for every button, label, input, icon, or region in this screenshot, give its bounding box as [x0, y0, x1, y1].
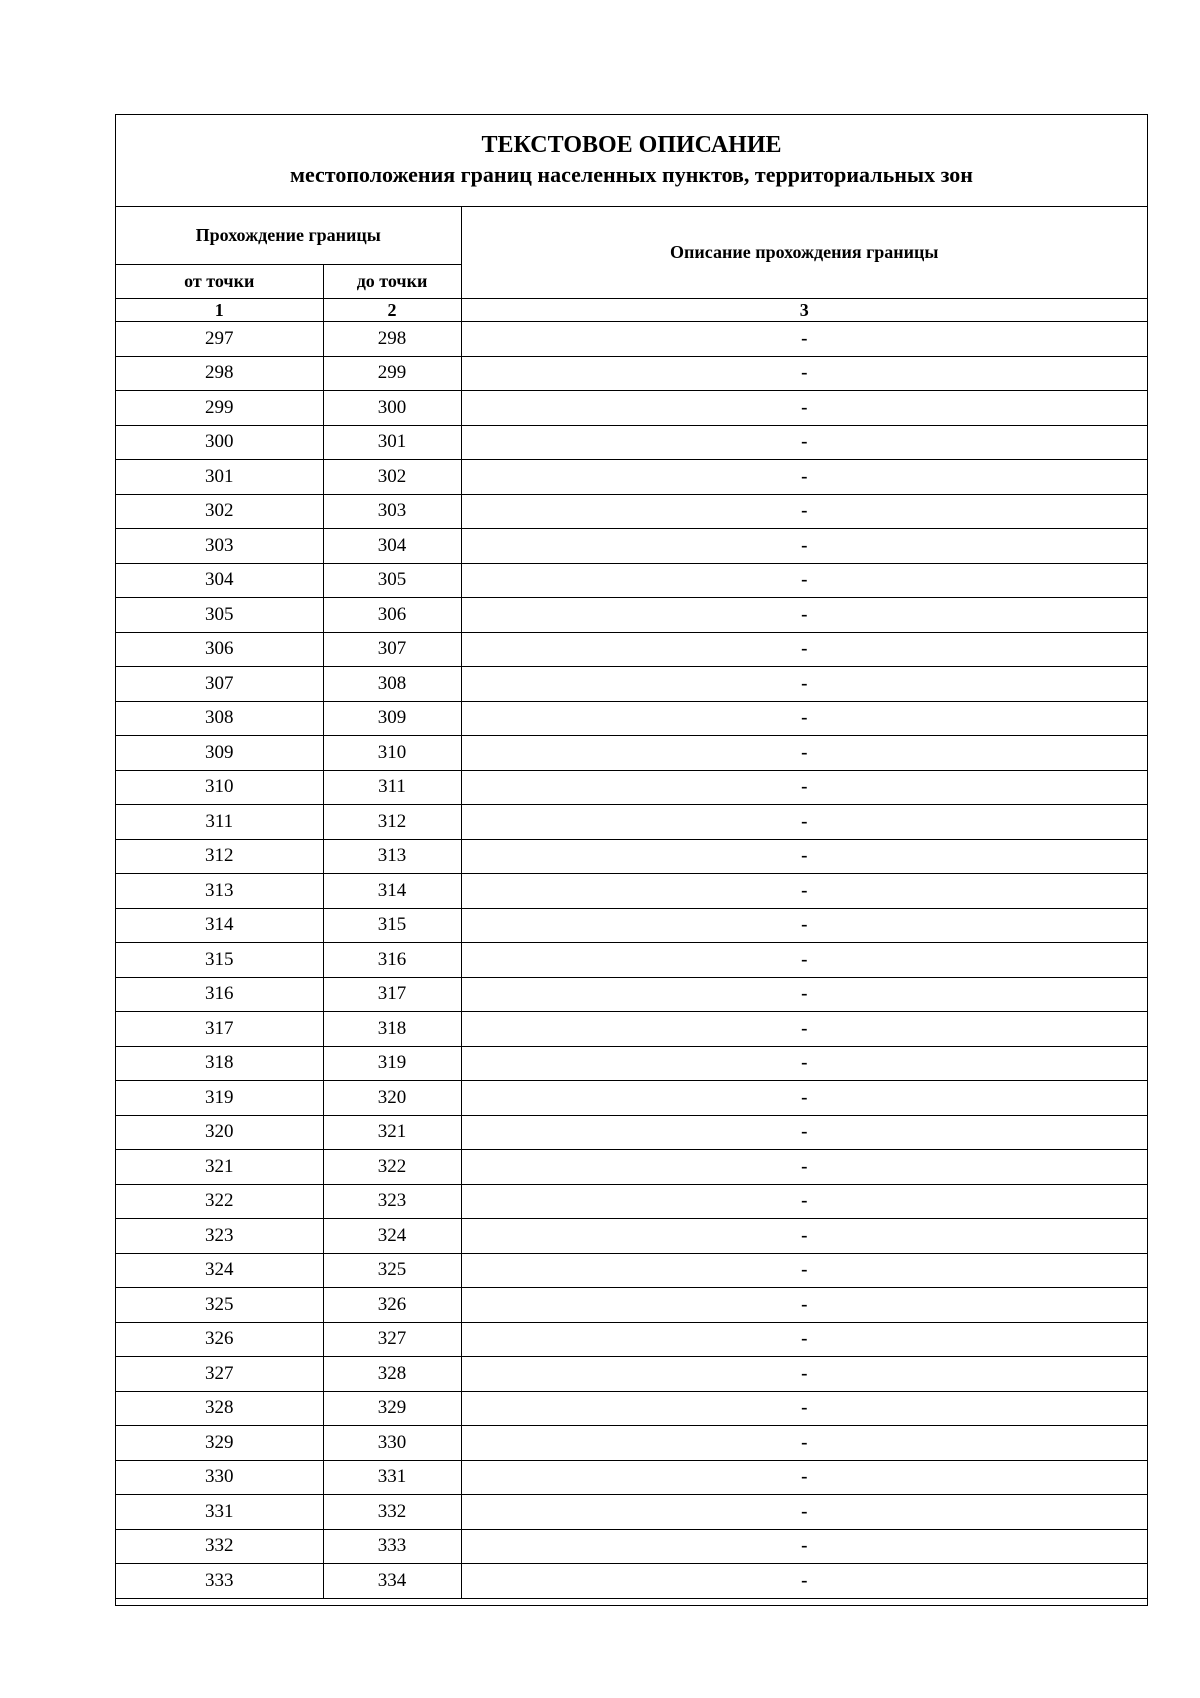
table-row	[116, 1184, 1147, 1219]
boundary-description-sheet	[115, 114, 1148, 1606]
description-cell: -	[461, 874, 1147, 909]
to-point-cell: 330	[323, 1426, 461, 1461]
to-point-cell: 314	[323, 874, 461, 909]
table-row	[116, 632, 1147, 667]
table-row	[116, 598, 1147, 633]
to-point-cell: 322	[323, 1150, 461, 1185]
table-body	[116, 322, 1147, 1599]
description-cell: -	[461, 425, 1147, 460]
to-point-cell: 328	[323, 1357, 461, 1392]
table-row	[116, 1081, 1147, 1116]
description-cell: -	[461, 1391, 1147, 1426]
description-cell: -	[461, 598, 1147, 633]
boundary-table	[116, 207, 1147, 1599]
description-cell: -	[461, 1150, 1147, 1185]
to-point-cell: 320	[323, 1081, 461, 1116]
header-to-point: до точки	[323, 265, 461, 299]
table-row	[116, 1150, 1147, 1185]
header-from-point: от точки	[116, 265, 323, 299]
table-row	[116, 1426, 1147, 1461]
description-cell: -	[461, 977, 1147, 1012]
from-point-cell: 328	[116, 1391, 323, 1426]
description-cell: -	[461, 1253, 1147, 1288]
description-cell: -	[461, 322, 1147, 357]
table-row	[116, 977, 1147, 1012]
description-cell: -	[461, 1288, 1147, 1323]
description-cell: -	[461, 701, 1147, 736]
table-row	[116, 1564, 1147, 1599]
description-cell: -	[461, 563, 1147, 598]
description-cell: -	[461, 805, 1147, 840]
from-point-cell: 330	[116, 1460, 323, 1495]
to-point-cell: 319	[323, 1046, 461, 1081]
table-row	[116, 1460, 1147, 1495]
from-point-cell: 304	[116, 563, 323, 598]
from-point-cell: 332	[116, 1529, 323, 1564]
table-row	[116, 667, 1147, 702]
table-row	[116, 908, 1147, 943]
to-point-cell: 303	[323, 494, 461, 529]
from-point-cell: 316	[116, 977, 323, 1012]
to-point-cell: 311	[323, 770, 461, 805]
from-point-cell: 308	[116, 701, 323, 736]
to-point-cell: 334	[323, 1564, 461, 1599]
from-point-cell: 317	[116, 1012, 323, 1047]
from-point-cell: 299	[116, 391, 323, 426]
from-point-cell: 312	[116, 839, 323, 874]
description-cell: -	[461, 494, 1147, 529]
title-block	[116, 115, 1147, 207]
description-cell: -	[461, 460, 1147, 495]
from-point-cell: 305	[116, 598, 323, 633]
from-point-cell: 325	[116, 1288, 323, 1323]
to-point-cell: 298	[323, 322, 461, 357]
column-number: 3	[461, 299, 1147, 322]
description-cell: -	[461, 1081, 1147, 1116]
from-point-cell: 301	[116, 460, 323, 495]
to-point-cell: 300	[323, 391, 461, 426]
from-point-cell: 311	[116, 805, 323, 840]
table-row	[116, 1046, 1147, 1081]
table-row	[116, 770, 1147, 805]
to-point-cell: 325	[323, 1253, 461, 1288]
document-subtitle: местоположения границ населенных пунктов, территориальных зон	[290, 162, 973, 187]
from-point-cell: 310	[116, 770, 323, 805]
to-point-cell: 310	[323, 736, 461, 771]
table-row	[116, 701, 1147, 736]
table-row	[116, 1219, 1147, 1254]
table-row	[116, 839, 1147, 874]
to-point-cell: 305	[323, 563, 461, 598]
from-point-cell: 333	[116, 1564, 323, 1599]
from-point-cell: 297	[116, 322, 323, 357]
table-row	[116, 322, 1147, 357]
from-point-cell: 298	[116, 356, 323, 391]
description-cell: -	[461, 1322, 1147, 1357]
description-cell: -	[461, 1046, 1147, 1081]
to-point-cell: 321	[323, 1115, 461, 1150]
header-description: Описание прохождения границы	[461, 207, 1147, 299]
to-point-cell: 302	[323, 460, 461, 495]
table-row	[116, 874, 1147, 909]
description-cell: -	[461, 529, 1147, 564]
description-cell: -	[461, 839, 1147, 874]
to-point-cell: 299	[323, 356, 461, 391]
from-point-cell: 302	[116, 494, 323, 529]
description-cell: -	[461, 1012, 1147, 1047]
description-cell: -	[461, 770, 1147, 805]
from-point-cell: 323	[116, 1219, 323, 1254]
from-point-cell: 307	[116, 667, 323, 702]
description-cell: -	[461, 632, 1147, 667]
table-row	[116, 943, 1147, 978]
table-row	[116, 1288, 1147, 1323]
description-cell: -	[461, 1460, 1147, 1495]
to-point-cell: 309	[323, 701, 461, 736]
to-point-cell: 312	[323, 805, 461, 840]
table-row	[116, 1115, 1147, 1150]
table-row	[116, 460, 1147, 495]
header-boundary-passage: Прохождение границы	[116, 207, 461, 265]
table-row	[116, 1391, 1147, 1426]
to-point-cell: 308	[323, 667, 461, 702]
table-row	[116, 494, 1147, 529]
to-point-cell: 316	[323, 943, 461, 978]
description-cell: -	[461, 1219, 1147, 1254]
to-point-cell: 317	[323, 977, 461, 1012]
from-point-cell: 306	[116, 632, 323, 667]
to-point-cell: 333	[323, 1529, 461, 1564]
from-point-cell: 318	[116, 1046, 323, 1081]
to-point-cell: 324	[323, 1219, 461, 1254]
description-cell: -	[461, 391, 1147, 426]
description-cell: -	[461, 1115, 1147, 1150]
table-header	[116, 207, 1147, 322]
to-point-cell: 332	[323, 1495, 461, 1530]
to-point-cell: 306	[323, 598, 461, 633]
to-point-cell: 301	[323, 425, 461, 460]
table-row	[116, 356, 1147, 391]
from-point-cell: 315	[116, 943, 323, 978]
description-cell: -	[461, 1564, 1147, 1599]
table-row	[116, 529, 1147, 564]
description-cell: -	[461, 667, 1147, 702]
to-point-cell: 331	[323, 1460, 461, 1495]
column-number: 2	[323, 299, 461, 322]
to-point-cell: 329	[323, 1391, 461, 1426]
to-point-cell: 313	[323, 839, 461, 874]
description-cell: -	[461, 1495, 1147, 1530]
description-cell: -	[461, 1357, 1147, 1392]
to-point-cell: 307	[323, 632, 461, 667]
to-point-cell: 326	[323, 1288, 461, 1323]
table-row	[116, 1322, 1147, 1357]
from-point-cell: 300	[116, 425, 323, 460]
description-cell: -	[461, 1426, 1147, 1461]
from-point-cell: 322	[116, 1184, 323, 1219]
from-point-cell: 324	[116, 1253, 323, 1288]
from-point-cell: 319	[116, 1081, 323, 1116]
table-row	[116, 1357, 1147, 1392]
description-cell: -	[461, 1529, 1147, 1564]
from-point-cell: 321	[116, 1150, 323, 1185]
description-cell: -	[461, 736, 1147, 771]
to-point-cell: 327	[323, 1322, 461, 1357]
from-point-cell: 326	[116, 1322, 323, 1357]
from-point-cell: 314	[116, 908, 323, 943]
from-point-cell: 320	[116, 1115, 323, 1150]
table-row	[116, 805, 1147, 840]
document-title: ТЕКСТОВОЕ ОПИСАНИЕ	[481, 132, 782, 158]
column-number: 1	[116, 299, 323, 322]
from-point-cell: 327	[116, 1357, 323, 1392]
table-row	[116, 563, 1147, 598]
description-cell: -	[461, 943, 1147, 978]
table-row	[116, 1529, 1147, 1564]
table-row	[116, 736, 1147, 771]
table-row	[116, 425, 1147, 460]
from-point-cell: 329	[116, 1426, 323, 1461]
from-point-cell: 303	[116, 529, 323, 564]
from-point-cell: 313	[116, 874, 323, 909]
from-point-cell: 331	[116, 1495, 323, 1530]
table-row	[116, 1495, 1147, 1530]
table-row	[116, 391, 1147, 426]
to-point-cell: 304	[323, 529, 461, 564]
table-row	[116, 1253, 1147, 1288]
description-cell: -	[461, 908, 1147, 943]
table-row	[116, 1012, 1147, 1047]
to-point-cell: 315	[323, 908, 461, 943]
description-cell: -	[461, 1184, 1147, 1219]
from-point-cell: 309	[116, 736, 323, 771]
description-cell: -	[461, 356, 1147, 391]
to-point-cell: 323	[323, 1184, 461, 1219]
to-point-cell: 318	[323, 1012, 461, 1047]
